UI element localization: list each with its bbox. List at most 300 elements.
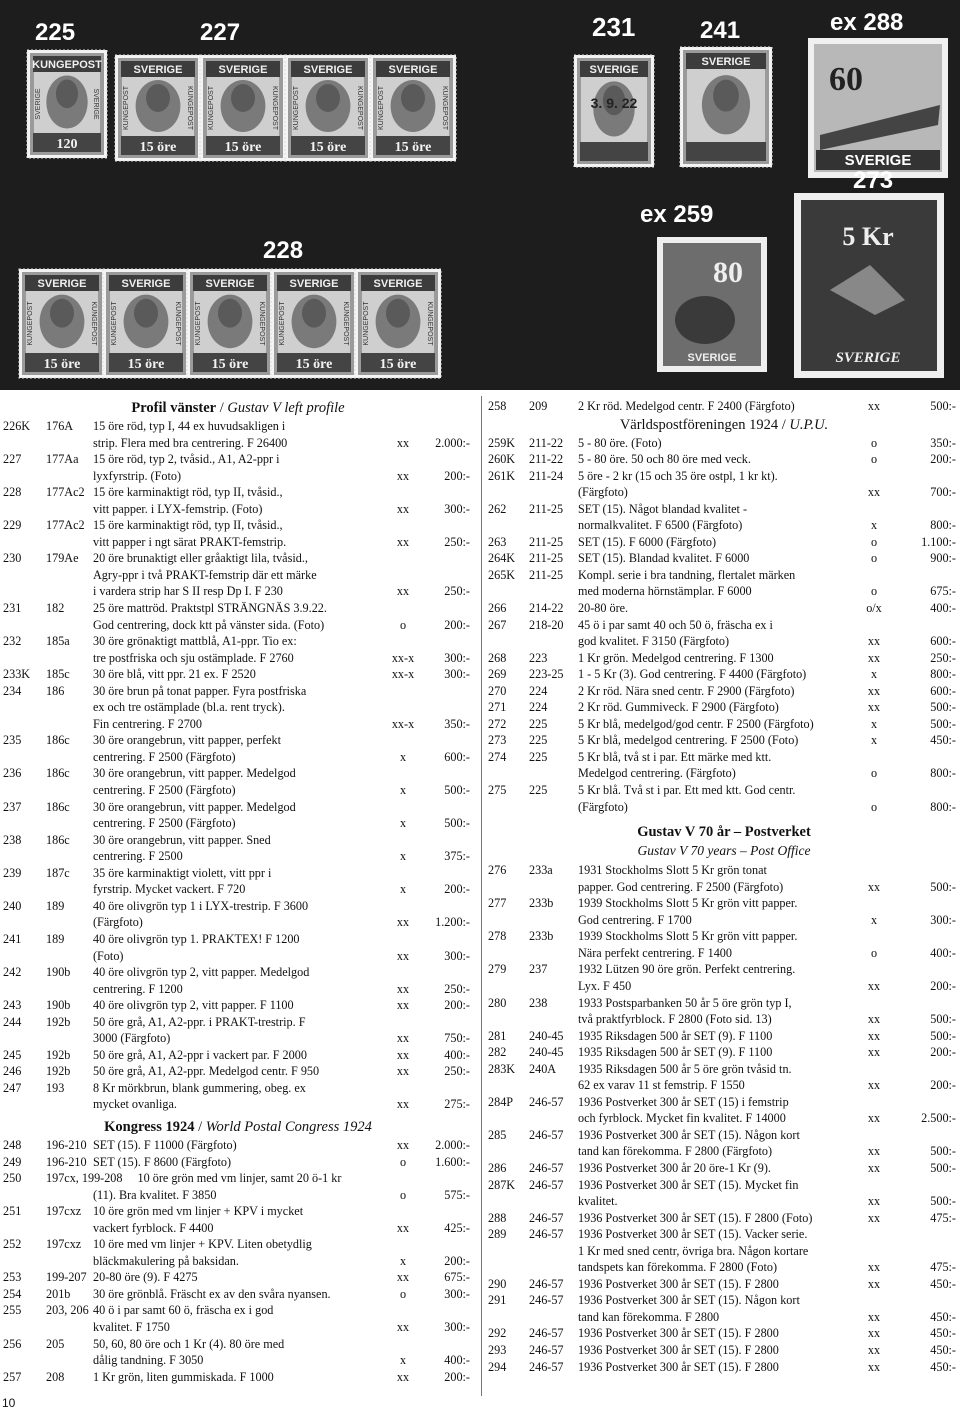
lot-number: 226K	[3, 419, 31, 433]
lot-price: 500:-	[930, 879, 956, 894]
lot-price: 500:-	[930, 1028, 956, 1043]
lot-price: 250:-	[930, 650, 956, 665]
lot-description: tand kan förekomma. F 2800	[578, 1309, 720, 1324]
lot-number: 275	[488, 783, 507, 798]
lot-description: kvalitet. F 1750	[93, 1319, 170, 1334]
stamp-value-text: 5 Kr	[842, 222, 894, 251]
lot-number: 272	[488, 716, 507, 731]
lot-description: (Färgfoto)	[578, 799, 628, 814]
lot-description: 40 öre olivgrön typ 1. PRAKTEX! F 1200	[93, 931, 300, 946]
lot-entry	[0, 666, 476, 683]
condition-grade: xx	[396, 1137, 410, 1152]
condition-grade: xx	[867, 399, 881, 413]
lot-line	[0, 567, 476, 584]
lot-line	[488, 600, 960, 617]
lot-line	[0, 749, 476, 766]
lot-description: 2 Kr röd. Medelgod centr. F 2400 (Färgfoto)	[578, 399, 795, 413]
lot-number: 283K	[488, 1061, 516, 1076]
lot-entry	[0, 418, 476, 451]
stamp-value-text: 15 öre	[43, 357, 81, 372]
lot-entry	[488, 699, 960, 716]
lot-description: 30 öre grönaktigt mattblå, A1-ppr. Tio ex:	[93, 634, 297, 649]
stamp-value-text: 15 öre	[295, 357, 333, 372]
lot-entry	[0, 683, 476, 733]
lot-line	[0, 633, 476, 650]
condition-grade: o	[870, 435, 878, 450]
lot-number: 246	[3, 1064, 22, 1079]
heading-bold: Kongress 1924	[104, 1118, 195, 1135]
lot-price: 200:-	[930, 452, 956, 467]
lot-description: 30 öre orangebrun, vitt papper, perfekt	[93, 733, 282, 748]
lot-price: 500:-	[930, 1194, 956, 1209]
lot-entry	[0, 1170, 476, 1203]
lot-entry	[488, 1177, 960, 1210]
lot-number: 294	[488, 1359, 507, 1374]
condition-grade: o	[870, 551, 878, 566]
lot-line	[488, 501, 960, 518]
lot-price: 450:-	[930, 1276, 956, 1291]
lot-price: 250:-	[444, 534, 470, 549]
lot-description: lyxfyrstrip. (Foto)	[93, 468, 182, 483]
catalogue-number: 225	[529, 716, 548, 731]
lot-line	[0, 1187, 476, 1204]
lot-description: 1 Kr grön, liten gummiskada. F 1000	[93, 1369, 274, 1384]
stamp-head	[218, 299, 242, 328]
lot-line	[488, 699, 960, 716]
lot-number: 273	[488, 733, 507, 748]
lot-description: vitt papper i ngt särat PRAKT-femstrip.	[93, 534, 287, 549]
lot-description: 1936 Postverket 300 år SET (15). F 2800	[578, 1326, 779, 1341]
catalogue-number: 197cxz	[46, 1237, 82, 1252]
lot-entry	[0, 898, 476, 931]
lot-line	[0, 484, 476, 501]
lot-description: 1936 Postverket 300 år 20 öre-1 Kr (9).	[578, 1160, 771, 1175]
condition-grade: o	[870, 452, 878, 467]
condition-grade: x	[399, 1253, 407, 1268]
condition-grade: xx	[867, 1144, 881, 1159]
lot-price: 400:-	[930, 601, 956, 616]
stamp-side-text: KUNGEPOST	[258, 301, 265, 346]
lot-price: 475:-	[930, 1210, 956, 1225]
stamp-value-text: 60	[829, 61, 863, 98]
lot-line	[488, 1143, 960, 1160]
condition-grade: xx	[867, 1309, 881, 1324]
lot-price: 1.600:-	[435, 1154, 470, 1169]
condition-grade: xx	[867, 1210, 881, 1225]
catalogue-number: 193	[46, 1080, 65, 1095]
lot-entry	[488, 928, 960, 961]
lot-number: 274	[488, 749, 507, 764]
catalogue-number: 238	[529, 995, 548, 1010]
stamp-top-text: SVERIGE	[37, 278, 87, 290]
postmark: 3. 9. 22	[590, 95, 638, 111]
lot-line	[0, 1137, 476, 1154]
stamp-side-text: KUNGEPOST	[186, 86, 193, 130]
lot-line	[0, 550, 476, 567]
lot-line	[488, 895, 960, 912]
condition-grade: xx-x	[391, 667, 415, 682]
lot-description: 2 Kr röd. Gummiveck. F 2900 (Färgfoto)	[578, 700, 779, 715]
condition-grade: xx	[867, 650, 881, 665]
stamp-head	[56, 80, 78, 109]
condition-grade: xx	[396, 1270, 410, 1285]
lot-line	[488, 1160, 960, 1177]
lot-price: 675:-	[930, 584, 956, 599]
lot-description: centrering. F 2500	[93, 849, 183, 864]
lot-line	[0, 468, 476, 485]
lot-entry	[488, 961, 960, 994]
condition-grade: x	[870, 733, 878, 748]
stamp-228	[103, 269, 189, 378]
lot-number: 256	[3, 1336, 22, 1351]
lot-description: 1936 Postverket 300 år SET (15). Någon kort	[578, 1127, 800, 1142]
lot-price: 500:-	[930, 399, 956, 413]
lot-description: 3000 (Färgfoto)	[93, 1031, 171, 1046]
lot-price: 600:-	[930, 683, 956, 698]
lot-price: 500:-	[930, 716, 956, 731]
lot-line	[0, 848, 476, 865]
stamp-side-text: KUNGEPOST	[111, 301, 118, 346]
stamp-side-text: KUNGEPOST	[27, 301, 34, 346]
lot-description: (Färgfoto)	[93, 915, 143, 930]
stamp-top-text: SVERIGE	[218, 64, 268, 76]
catalogue-number: 186c	[46, 733, 70, 748]
lot-number: 261K	[488, 468, 516, 483]
lot-price: 500:-	[930, 1160, 956, 1175]
lot-line	[0, 1203, 476, 1220]
lot-number: 244	[3, 1014, 22, 1029]
catalogue-number: 214-22	[529, 601, 564, 616]
lot-entry	[488, 398, 960, 415]
lot-price: 800:-	[930, 518, 956, 533]
lot-description: 1936 Postverket 300 år SET (15). F 2800	[578, 1342, 779, 1357]
lot-description: med moderna hörnstämplar. F 6000	[578, 584, 752, 599]
lot-description: tandspets kan förekomma. F 2800 (Foto)	[578, 1260, 778, 1275]
stamp-top-text: SVERIGE	[303, 64, 353, 76]
lot-price: 300:-	[444, 501, 470, 516]
lot-line	[0, 997, 476, 1014]
lot-description: normalkvalitet. F 6500 (Färgfoto)	[578, 518, 743, 533]
stamp-top-text: SVERIGE	[373, 278, 423, 290]
lot-description: 5 - 80 öre. (Foto)	[578, 435, 662, 450]
section-heading-congress	[0, 1117, 476, 1137]
condition-grade: xx	[867, 1326, 881, 1341]
lot-number: 286	[488, 1160, 507, 1175]
lot-price: 400:-	[930, 945, 956, 960]
lot-line	[488, 1044, 960, 1061]
lot-description: 30 öre orangebrun, vitt papper. Sned	[93, 832, 271, 847]
lot-number: 259K	[488, 435, 516, 450]
condition-grade: xx	[396, 1369, 410, 1384]
lot-number: 276	[488, 863, 507, 878]
stamp-side-text: KUNGEPOST	[123, 86, 130, 130]
lot-line	[488, 1342, 960, 1359]
lot-entry	[488, 534, 960, 551]
lot-line	[488, 945, 960, 962]
lot-line	[0, 1063, 476, 1080]
condition-grade: xx	[396, 501, 410, 516]
condition-grade: xx	[867, 485, 881, 500]
condition-grade: o	[399, 1154, 407, 1169]
lot-description: (Foto)	[93, 948, 124, 963]
lot-line	[0, 1170, 476, 1187]
lot-entry	[0, 1302, 476, 1335]
stamp-top-text: SVERIGE	[687, 352, 737, 364]
stamp-head	[316, 84, 340, 112]
lot-number: 228	[3, 485, 22, 500]
condition-grade: xx	[396, 981, 410, 996]
catalogue-number: 233b	[529, 896, 554, 911]
lot-line	[488, 912, 960, 929]
condition-grade: xx	[867, 1028, 881, 1043]
lot-entry	[488, 683, 960, 700]
lot-line	[0, 1269, 476, 1286]
lot-description: 1935 Riksdagen 500 år SET (9). F 1100	[578, 1045, 773, 1060]
lot-entry	[488, 666, 960, 683]
catalogue-number: 199-207	[46, 1270, 87, 1285]
lot-description: centrering. F 2500 (Färgfoto)	[93, 816, 236, 831]
lot-description: 50 öre grå, A1, A2-ppr. i PRAKT-trestrip. F	[93, 1014, 306, 1029]
lot-entry	[488, 617, 960, 650]
lot-entry	[0, 997, 476, 1014]
stamp-value-text: 15 öre	[224, 140, 262, 155]
lot-number: 232	[3, 634, 22, 649]
lot-line	[488, 1061, 960, 1078]
lot-number: 293	[488, 1342, 507, 1357]
stamp-side-text: KUNGEPOST	[279, 301, 286, 346]
lot-description: (Färgfoto)	[578, 485, 628, 500]
lot-line	[488, 782, 960, 799]
catalogue-number: 246-57	[529, 1160, 564, 1175]
lot-entry	[488, 1292, 960, 1325]
lot-line	[0, 964, 476, 981]
lot-number: 253	[3, 1270, 22, 1285]
lot-price: 400:-	[444, 1353, 470, 1368]
lot-line	[0, 1302, 476, 1319]
stamp-side-text: KUNGEPOST	[271, 86, 278, 130]
condition-grade: xx	[867, 634, 881, 649]
lot-entry	[488, 862, 960, 895]
lot-line	[0, 1030, 476, 1047]
lot-price: 750:-	[444, 1031, 470, 1046]
lot-number: 270	[488, 683, 507, 698]
condition-grade: xx	[867, 1342, 881, 1357]
lot-description: 1931 Stockholms Slott 5 Kr grön tonat	[578, 863, 767, 878]
lot-description: 5 Kr blå, två st i par. Ett märke med ktt.	[578, 749, 772, 764]
lot-description: (11). Bra kvalitet. F 3850	[93, 1187, 217, 1202]
lot-line	[488, 732, 960, 749]
lot-number: 285	[488, 1127, 507, 1142]
photo-lot-label: ex 259	[640, 201, 714, 228]
heading-sep: /	[194, 1118, 206, 1135]
stamp-value-text: 15 öre	[394, 140, 432, 155]
lot-price: 200:-	[444, 882, 470, 897]
condition-grade: xx	[867, 1111, 881, 1126]
lot-price: 800:-	[930, 799, 956, 814]
lot-description: 25 öre mattröd. Praktstpl STRÄNGNÄS 3.9.22.	[93, 601, 327, 616]
lot-entry	[488, 1276, 960, 1293]
lot-line	[0, 650, 476, 667]
lot-line	[488, 583, 960, 600]
lot-number: 266	[488, 601, 507, 616]
catalogue-number: 233b	[529, 929, 554, 944]
lot-line	[488, 799, 960, 816]
stamp-value-text: 15 öre	[309, 140, 347, 155]
catalogue-number: 187c	[46, 865, 70, 880]
stamp-259	[657, 237, 767, 372]
catalogue-number: 224	[529, 683, 548, 698]
lot-price: 425:-	[444, 1220, 470, 1235]
lot-description: 15 öre röd, typ I, 44 ex huvudsakligen i	[93, 419, 286, 433]
condition-grade: xx	[396, 435, 410, 450]
catalogue-number: 233a	[529, 863, 553, 878]
lot-line	[488, 716, 960, 733]
lot-price: 600:-	[444, 749, 470, 764]
lot-description: 2 Kr röd. Nära sned centr. F 2900 (Färgfoto)	[578, 683, 795, 698]
catalogue-number: 211-25	[529, 567, 564, 582]
photo-lot-label: 241	[700, 17, 741, 44]
lot-number: 231	[3, 601, 22, 616]
lot-description: SET (15). F 8600 (Färgfoto)	[93, 1154, 232, 1169]
lot-line	[0, 782, 476, 799]
lot-number: 281	[488, 1028, 507, 1043]
lot-entry	[488, 435, 960, 452]
lot-line	[0, 666, 476, 683]
lot-description: 1936 Postverket 300 år SET (15). F 2800	[578, 1276, 779, 1291]
stamp-rider	[675, 296, 735, 344]
lot-number: 257	[3, 1369, 22, 1384]
stamp-photo-svg	[0, 0, 960, 390]
condition-grade: xx	[396, 948, 410, 963]
lot-number: 290	[488, 1276, 507, 1291]
catalogue-number: 211-25	[529, 534, 564, 549]
stamp-273	[794, 193, 944, 378]
condition-grade: xx	[867, 879, 881, 894]
condition-grade: xx	[867, 1078, 881, 1093]
lot-line	[488, 1292, 960, 1309]
lot-number: 264K	[488, 551, 516, 566]
lot-line	[0, 435, 476, 452]
condition-grade: o	[870, 945, 878, 960]
lot-entry	[488, 567, 960, 600]
lot-list-congress-cont	[488, 398, 960, 415]
stamp-top-text: SVERIGE	[133, 64, 183, 76]
lot-price: 200:-	[444, 998, 470, 1013]
stamp-228	[271, 269, 357, 378]
condition-grade: o	[870, 766, 878, 781]
lot-line	[488, 633, 960, 650]
lot-number: 262	[488, 501, 507, 516]
catalogue-number: 211-24	[529, 468, 564, 483]
lot-entry	[0, 799, 476, 832]
lot-price: 200:-	[930, 1045, 956, 1060]
section-heading-profile-left	[0, 398, 476, 418]
photo-lot-label: 231	[592, 12, 636, 42]
lot-description: 10 öre grön med vm linjer, samt 20 ö-1 kr	[137, 1171, 342, 1186]
stamp-227	[115, 55, 201, 161]
catalogue-number: 185a	[46, 634, 70, 649]
catalogue-number: 190b	[46, 998, 71, 1013]
lot-description: 62 ex varav 11 st femstrip. F 1550	[578, 1078, 745, 1093]
lot-line	[488, 1127, 960, 1144]
lot-description: 30 öre grönblå. Fräscht ex av den svåra nyansen.	[93, 1286, 331, 1301]
stamp-side-text: KUNGEPOST	[426, 301, 433, 346]
lot-description: 1936 Postverket 300 år SET (15). Någon kort	[578, 1293, 800, 1308]
catalogue-number: 246-57	[529, 1359, 564, 1374]
lot-price: 700:-	[930, 485, 956, 500]
lot-line	[488, 435, 960, 452]
lot-price: 450:-	[930, 1342, 956, 1357]
catalogue-number: 189	[46, 931, 65, 946]
condition-grade: x	[399, 816, 407, 831]
lot-line	[488, 749, 960, 766]
lot-line	[0, 716, 476, 733]
lot-line	[488, 862, 960, 879]
lot-line	[0, 765, 476, 782]
lot-line	[0, 1286, 476, 1303]
lot-description: 1936 Postverket 300 år SET (15). Mycket fin	[578, 1177, 799, 1192]
lot-entry	[0, 1286, 476, 1303]
lot-entry	[0, 1154, 476, 1171]
lot-price: 450:-	[930, 1359, 956, 1374]
condition-grade: xx	[396, 1031, 410, 1046]
stamp-head	[146, 84, 170, 112]
lot-line	[0, 1080, 476, 1097]
stamp-value-band	[580, 142, 648, 161]
lot-description: 5 öre - 2 kr (15 och 35 öre ostpl, 1 kr kt).	[578, 468, 778, 483]
lot-number: 277	[488, 896, 507, 911]
lot-description: 30 öre brun på tonat papper. Fyra postfriska	[93, 683, 307, 698]
lot-description: tre postfriska och sju ostämplade. F 2760	[93, 650, 294, 665]
lot-description: 50 öre grå, A1, A2-ppr. Medelgod centr. F 950	[93, 1064, 320, 1079]
lot-line	[0, 1253, 476, 1270]
lot-entry	[488, 732, 960, 749]
lot-description: kvalitet.	[578, 1194, 618, 1209]
lot-description: centrering. F 2500 (Färgfoto)	[93, 783, 236, 798]
lot-entry	[488, 895, 960, 928]
lot-number: 249	[3, 1154, 22, 1169]
lot-entry	[0, 1080, 476, 1113]
page-number: 10	[2, 1396, 16, 1410]
catalogue-number: 177Ac2	[46, 485, 85, 500]
lot-description: 1933 Postsparbanken 50 år 5 öre grön typ I,	[578, 995, 792, 1010]
stamp-side-text: KUNGEPOST	[356, 86, 363, 130]
lot-number: 282	[488, 1045, 507, 1060]
lot-description: 1936 Postverket 300 år SET (15) i femstrip	[578, 1094, 789, 1109]
condition-grade: x	[870, 716, 878, 731]
lot-entry	[0, 550, 476, 600]
lot-entry	[0, 964, 476, 997]
lot-price: 475:-	[930, 1260, 956, 1275]
lot-description: 30 öre orangebrun, vitt papper. Medelgod	[93, 799, 296, 814]
lot-number: 237	[3, 799, 22, 814]
lot-description: Lyx. F 450	[578, 978, 632, 993]
lot-number: 289	[488, 1227, 507, 1242]
lot-description: 1939 Stockholms Slott 5 Kr grön vitt papper.	[578, 896, 798, 911]
lot-line	[0, 914, 476, 931]
lot-entry	[0, 931, 476, 964]
lot-number: 252	[3, 1237, 22, 1252]
catalogue-number: 186c	[46, 799, 70, 814]
lot-line	[488, 1210, 960, 1227]
lot-price: 450:-	[930, 1309, 956, 1324]
stamp-top-text: SVERIGE	[835, 350, 901, 366]
lot-entry	[488, 1061, 960, 1094]
condition-grade: xx	[867, 1012, 881, 1027]
lot-number: 287K	[488, 1177, 516, 1192]
lot-line	[488, 1077, 960, 1094]
lot-number: 271	[488, 700, 507, 715]
